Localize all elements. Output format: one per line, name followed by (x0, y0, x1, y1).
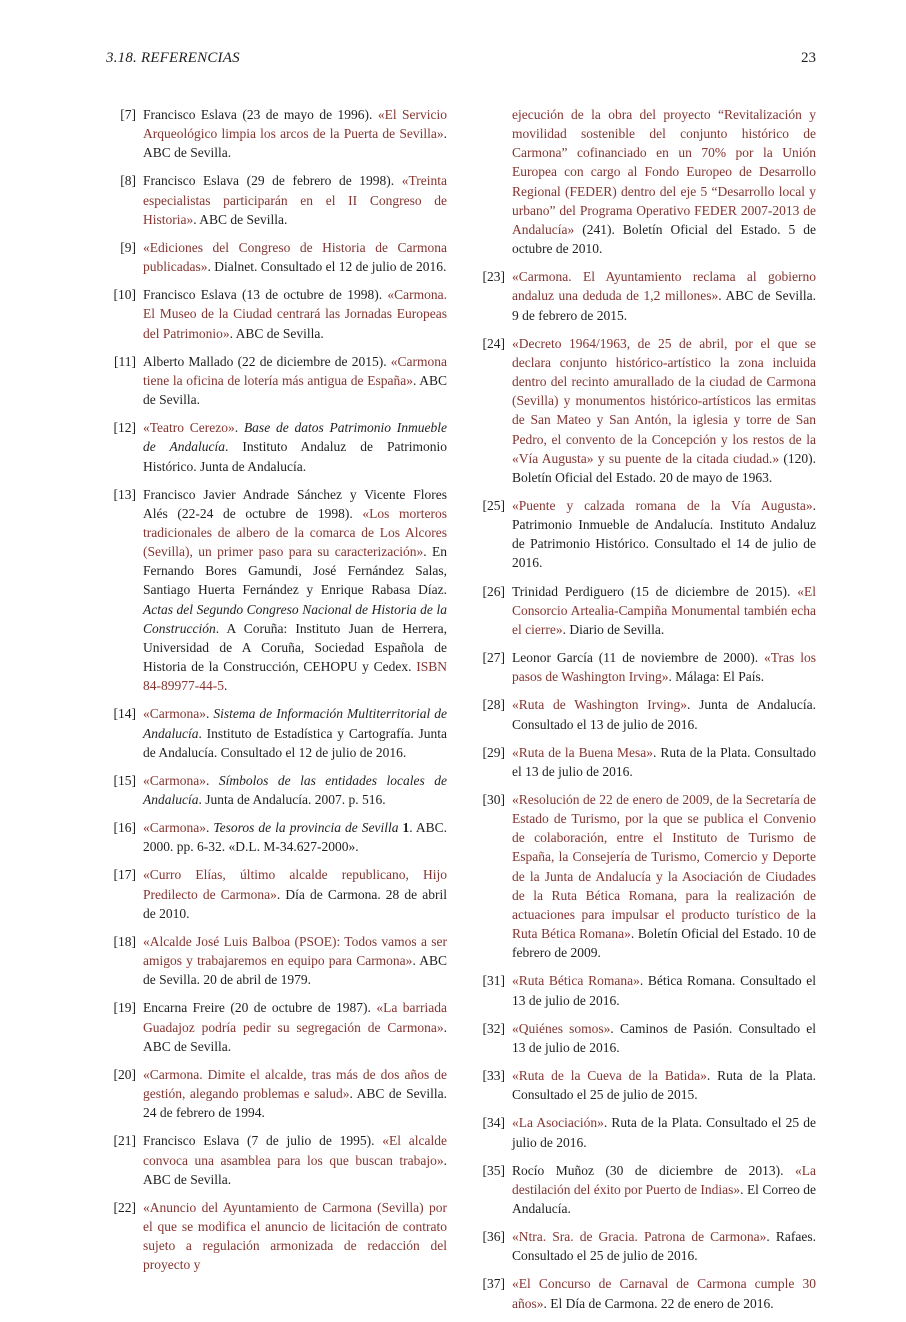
reference-link[interactable]: «Ntra. Sra. de Gracia. Patrona de Carmona» (512, 1229, 767, 1245)
reference-link[interactable]: «Curro Elías, último alcalde republicano, Hijo Predilecto de Carmona» (143, 867, 447, 902)
reference-item (475, 1113, 816, 1151)
reference-link[interactable]: «Carmona. El Museo de la Ciudad centrará las Jornadas Europeas del Patrimonio» (143, 287, 447, 341)
reference-segment: . A Coruña: Instituto Juan de Herrera, Universidad de A Coruña, Sociedad Española de Historia de la Construcción, CEHOPU y Cedex. (143, 620, 447, 675)
reference-segment: . Instituto Andaluz de Patrimonio Histórico. Junta de Andalucía. (143, 439, 447, 474)
reference-link[interactable]: «Carmona» (143, 772, 206, 788)
reference-segment: (120). Boletín Oficial del Estado. 20 de mayo de 1963. (512, 450, 816, 485)
reference-segment: . Ruta de la Plata. Consultado el 13 de julio de 2016. (512, 744, 816, 779)
reference-link[interactable]: «Teatro Cerezo» (143, 420, 235, 436)
reference-link[interactable]: «Carmona» (143, 820, 206, 836)
reference-item (475, 1066, 816, 1104)
reference-text (143, 238, 447, 276)
reference-item (106, 171, 447, 228)
reference-number: [11] (114, 353, 136, 369)
reference-link[interactable]: «Anuncio del Ayuntamiento de Carmona (Sevilla) por el que se modifica el anuncio de licitación de contrato sujeto a regulación armonizada de redacción del proyecto y (143, 1199, 447, 1273)
references-column-right (475, 105, 816, 1322)
reference-segment: Encarna Freire (20 de octubre de 1987). (143, 1000, 377, 1016)
reference-link[interactable]: «Ruta Bética Romana» (512, 973, 640, 989)
reference-number: [8] (120, 173, 136, 189)
reference-text (512, 1274, 816, 1312)
reference-link[interactable]: «La destilación del éxito por Puerto de Indias» (512, 1162, 816, 1197)
reference-link[interactable]: «El Servicio Arqueológico limpia los arcos de la Puerta de Sevilla» (143, 107, 447, 142)
reference-text (512, 582, 816, 639)
reference-item (106, 105, 447, 162)
reference-item (106, 865, 447, 922)
reference-segment: . (224, 678, 228, 694)
section-title: 3.18. REFERENCIAS (106, 50, 240, 66)
reference-item (106, 771, 447, 809)
reference-text (143, 932, 447, 989)
reference-link[interactable]: «Ediciones del Congreso de Historia de Carmona publicadas» (143, 239, 447, 275)
reference-number: [31] (482, 973, 505, 989)
reference-text (512, 1113, 816, 1151)
reference-text (512, 971, 816, 1009)
page-header (106, 50, 816, 67)
reference-text (512, 743, 816, 781)
reference-number: [23] (482, 269, 505, 285)
reference-number: [35] (482, 1162, 505, 1178)
reference-segment: Francisco Eslava (7 de julio de 1995). (143, 1133, 383, 1149)
reference-segment: Francisco Eslava (13 de octubre de 1998). (143, 287, 388, 303)
reference-item (106, 238, 447, 276)
reference-text (143, 1065, 447, 1122)
reference-segment: 1 (402, 820, 410, 836)
reference-link[interactable]: «Carmona tiene la oficina de lotería más antigua de España» (143, 353, 447, 388)
reference-item (475, 695, 816, 733)
reference-number: [32] (482, 1020, 505, 1036)
reference-text (143, 352, 447, 409)
reference-number: [15] (113, 772, 136, 788)
reference-segment: Leonor García (11 de noviembre de 2000). (512, 650, 765, 666)
reference-item (106, 704, 447, 761)
reference-item (106, 998, 447, 1055)
reference-segment: . ABC de Sevilla. (229, 325, 324, 341)
reference-link[interactable]: ejecución de la obra del proyecto “Revitalización y movilidad sostenible del conjunto histórico de Carmona” cofinanciado en un 70% por la Unión Europea con cargo al Fondo Europeo de Desarrollo Regional (FEDER) dentro del eje 5 “Desarrollo local y urbano” del Programa Operativo FEDER 2007-2013 de Andalucía» (512, 107, 816, 237)
reference-number: [34] (482, 1115, 505, 1131)
reference-segment: . El Día de Carmona. 22 de enero de 2016. (543, 1295, 774, 1311)
reference-item (106, 818, 447, 856)
reference-segment: . Día de Carmona. 28 de abril de 2010. (143, 886, 447, 921)
reference-number: [10] (113, 287, 136, 303)
reference-number: [19] (113, 1000, 136, 1016)
reference-segment: . ABC de Sevilla. (143, 372, 448, 408)
reference-segment: Tesoros de la provincia de Sevilla (213, 820, 399, 836)
reference-item (106, 352, 447, 409)
reference-segment: Sistema de Información Multiterritorial de Andalucía (143, 706, 447, 741)
reference-link[interactable]: «Decreto 1964/1963, de 25 de abril, por el que se declara conjunto histórico-artístico la zona incluida dentro del recinto amurallado de la ciudad de Carmona (Sevilla) y monumentos histórico-artísticos las ermitas de San Mateo y San Antón, la iglesia y torre de San Pedro, el convento de la Concepción y los restos de la «Vía Augusta» y su puente de la citada ciudad.» (512, 335, 816, 466)
reference-text (143, 171, 447, 228)
reference-text (512, 334, 816, 487)
reference-link[interactable]: «Carmona» (143, 706, 206, 722)
reference-item (475, 1161, 816, 1218)
reference-text (143, 418, 447, 475)
reference-segment: Símbolos de las entidades locales de Andalucía (143, 772, 447, 807)
reference-text (512, 496, 816, 573)
reference-text (143, 485, 447, 696)
reference-segment: . (206, 706, 214, 722)
reference-segment: . Diario de Sevilla. (562, 621, 665, 637)
reference-segment: . En Fernando Bores Gamundi, José Fernández Salas, Santiago Huerta Fernández y Enrique Rabasa Díaz. (143, 544, 447, 598)
reference-segment: Francisco Eslava (29 de febrero de 1998). (143, 173, 402, 189)
reference-segment: . Junta de Andalucía. 2007. p. 516. (198, 792, 386, 807)
page-number: 23 (801, 50, 816, 66)
reference-segment: . ABC de Sevilla. (143, 1152, 447, 1187)
reference-text (512, 790, 816, 962)
reference-link[interactable]: «Carmona. Dimite el alcalde, tras más de dos años de gestión, alegando problemas e salud» (143, 1066, 447, 1102)
reference-item (106, 1065, 447, 1122)
reference-segment: Francisco Javier Andrade Sánchez y Vicente Flores Alés (22-24 de octubre de 1998). (143, 486, 447, 521)
reference-segment: . ABC de Sevilla. (193, 211, 288, 227)
reference-segment: Trinidad Perdiguero (15 de diciembre de 2015). (512, 583, 798, 599)
references-columns (106, 105, 816, 1322)
reference-segment: . (206, 772, 219, 788)
reference-link[interactable]: «Treinta especialistas participarán en el II Congreso de Historia» (143, 173, 447, 227)
reference-link[interactable]: «Resolución de 22 de enero de 2009, de la Secretaría de Estado de Turismo, por la que se publica el Convenio de colaboración, entre el Instituto de Turismo de España, la Consejería de Turismo, Comercio y Deporte de la Junta de Andalucía y la Asociación de Ciudades de la Ruta Bética Romana, para la realización de actuaciones para impulsar el producto turístico de la Ruta Bética Romana» (512, 792, 816, 942)
reference-segment: . Dialnet. Consultado el 12 de julio de 2016. (207, 259, 447, 275)
reference-item (106, 1131, 447, 1188)
reference-number: [7] (120, 107, 136, 122)
reference-link[interactable]: ISBN 84-89977-44-5 (143, 659, 447, 694)
reference-number: [13] (113, 486, 136, 502)
reference-link[interactable]: «La barriada Guadajoz podría pedir su segregación de Carmona» (143, 1000, 447, 1035)
reference-text (512, 648, 816, 686)
reference-number: [37] (482, 1276, 505, 1292)
reference-segment: . Boletín Oficial del Estado. 10 de febrero de 2009. (512, 926, 816, 961)
reference-segment: . (206, 820, 214, 836)
reference-text (143, 1131, 447, 1188)
reference-text (512, 1066, 816, 1104)
reference-text (143, 998, 447, 1055)
reference-segment: Alberto Mallado (22 de diciembre de 2015). (143, 353, 391, 369)
reference-link[interactable]: «El Consorcio Artealia-Campiña Monumental también echa el cierre» (512, 583, 816, 637)
reference-number: [22] (113, 1199, 136, 1215)
reference-number: [21] (113, 1133, 136, 1149)
reference-link[interactable]: «Puente y calzada romana de la Vía Augusta» (512, 497, 813, 513)
reference-item (475, 334, 816, 487)
reference-item (475, 971, 816, 1009)
reference-segment: . ABC de Sevilla. 9 de febrero de 2015. (512, 288, 817, 323)
reference-segment: . ABC de Sevilla. 20 de abril de 1979. (143, 953, 447, 988)
reference-text (143, 818, 447, 856)
reference-number: [28] (482, 697, 505, 713)
reference-number: [20] (113, 1066, 136, 1082)
reference-link[interactable]: «Tras los pasos de Washington Irving» (512, 650, 816, 685)
reference-text (143, 105, 447, 162)
reference-link[interactable]: «El Concurso de Carnaval de Carmona cumple 30 años» (512, 1276, 816, 1311)
reference-item (106, 1198, 447, 1275)
reference-segment: . Junta de Andalucía. Consultado el 13 de julio de 2016. (512, 697, 816, 732)
reference-number: [26] (482, 583, 505, 599)
reference-number: [30] (482, 792, 505, 807)
reference-segment: Rocío Muñoz (30 de diciembre de 2013). (512, 1162, 795, 1178)
reference-number: [9] (120, 239, 136, 255)
reference-segment: . Patrimonio Inmueble de Andalucía. Instituto Andaluz de Patrimonio Histórico. Consultado el 14 de julio de 2016. (512, 497, 816, 571)
reference-text (512, 695, 816, 733)
reference-text (512, 267, 816, 324)
reference-segment: . (234, 420, 244, 436)
reference-text (512, 1227, 816, 1265)
reference-item (106, 285, 447, 342)
reference-item (475, 743, 816, 781)
reference-segment: . ABC de Sevilla. (143, 1019, 447, 1054)
reference-text (143, 704, 447, 761)
reference-number: [12] (113, 420, 136, 436)
reference-text (512, 105, 816, 258)
reference-number: [14] (113, 706, 136, 722)
reference-segment: Base de datos Patrimonio Inmueble de Andalucía (143, 420, 447, 455)
reference-link[interactable]: «Ruta de la Cueva de la Batida» (512, 1068, 707, 1084)
reference-segment: (241). Boletín Oficial del Estado. 5 de octubre de 2010. (512, 221, 816, 257)
reference-item (475, 1274, 816, 1312)
reference-text (143, 865, 447, 922)
reference-segment: . Instituto de Estadística y Cartografía. Junta de Andalucía. Consultado el 12 de julio de 2016. (143, 725, 447, 760)
reference-link[interactable]: «Ruta de la Buena Mesa» (512, 744, 654, 760)
reference-segment: . Málaga: El País. (668, 669, 765, 685)
reference-segment: . Ruta de la Plata. Consultado el 25 de julio de 2016. (512, 1115, 816, 1150)
references-column-left (106, 105, 447, 1322)
reference-item (475, 1019, 816, 1057)
reference-link[interactable]: «El alcalde convoca una asamblea para los que buscan trabajo» (143, 1133, 447, 1168)
reference-segment: . Caminos de Pasión. Consultado el 13 de julio de 2016. (512, 1020, 816, 1055)
reference-item (475, 1227, 816, 1265)
reference-link[interactable]: «Carmona. El Ayuntamiento reclama al gobierno andaluz una deduda de 1,2 millones» (512, 269, 816, 304)
reference-link[interactable]: «La Asociación» (512, 1115, 604, 1131)
reference-link[interactable]: «Los morteros tradicionales de albero de la comarca de Los Alcores (Sevilla), un primer paso para su caracterización» (143, 505, 447, 560)
reference-item (106, 485, 447, 696)
reference-number: [18] (113, 933, 136, 949)
reference-number: [17] (113, 867, 136, 883)
reference-item (106, 932, 447, 989)
reference-segment: . ABC de Sevilla. 24 de febrero de 1994. (143, 1086, 447, 1121)
reference-segment: Actas del Segundo Congreso Nacional de Historia de la Construcción (143, 601, 447, 636)
reference-segment: . Rafaes. Consultado el 25 de julio de 2016. (512, 1229, 816, 1264)
reference-item (475, 496, 816, 573)
reference-number: [25] (482, 497, 505, 513)
reference-item (475, 648, 816, 686)
reference-number: [24] (482, 335, 505, 351)
reference-number: [36] (482, 1229, 505, 1245)
reference-link[interactable]: «Quiénes somos» (512, 1020, 611, 1036)
reference-item (475, 582, 816, 639)
reference-number: [27] (482, 650, 505, 666)
reference-segment: . Ruta de la Plata. Consultado el 25 de julio de 2015. (512, 1068, 816, 1103)
reference-number: [33] (482, 1068, 505, 1084)
reference-number: [16] (113, 820, 136, 836)
reference-segment: . El Correo de Andalucía. (512, 1181, 816, 1216)
reference-item (106, 418, 447, 475)
reference-text (512, 1161, 816, 1218)
reference-text (512, 1019, 816, 1057)
reference-segment: . ABC de Sevilla. (143, 126, 447, 161)
reference-number: [29] (482, 744, 505, 760)
reference-item (475, 790, 816, 962)
reference-segment: . ABC. 2000. pp. 6-32. «D.L. M-34.627-2000». (143, 820, 447, 855)
reference-link[interactable]: «Alcalde José Luis Balboa (PSOE): Todos vamos a ser amigos y trabajaremos en equipo para Carmona» (143, 933, 447, 969)
reference-segment: . Bética Romana. Consultado el 13 de julio de 2016. (512, 973, 817, 1008)
reference-link[interactable]: «Ruta de Washington Irving» (512, 697, 687, 713)
reference-item (475, 105, 816, 258)
reference-item (475, 267, 816, 324)
reference-segment: Francisco Eslava (23 de mayo de 1996). (143, 107, 378, 122)
reference-text (143, 771, 447, 809)
reference-text (143, 285, 447, 342)
reference-text (143, 1198, 447, 1275)
